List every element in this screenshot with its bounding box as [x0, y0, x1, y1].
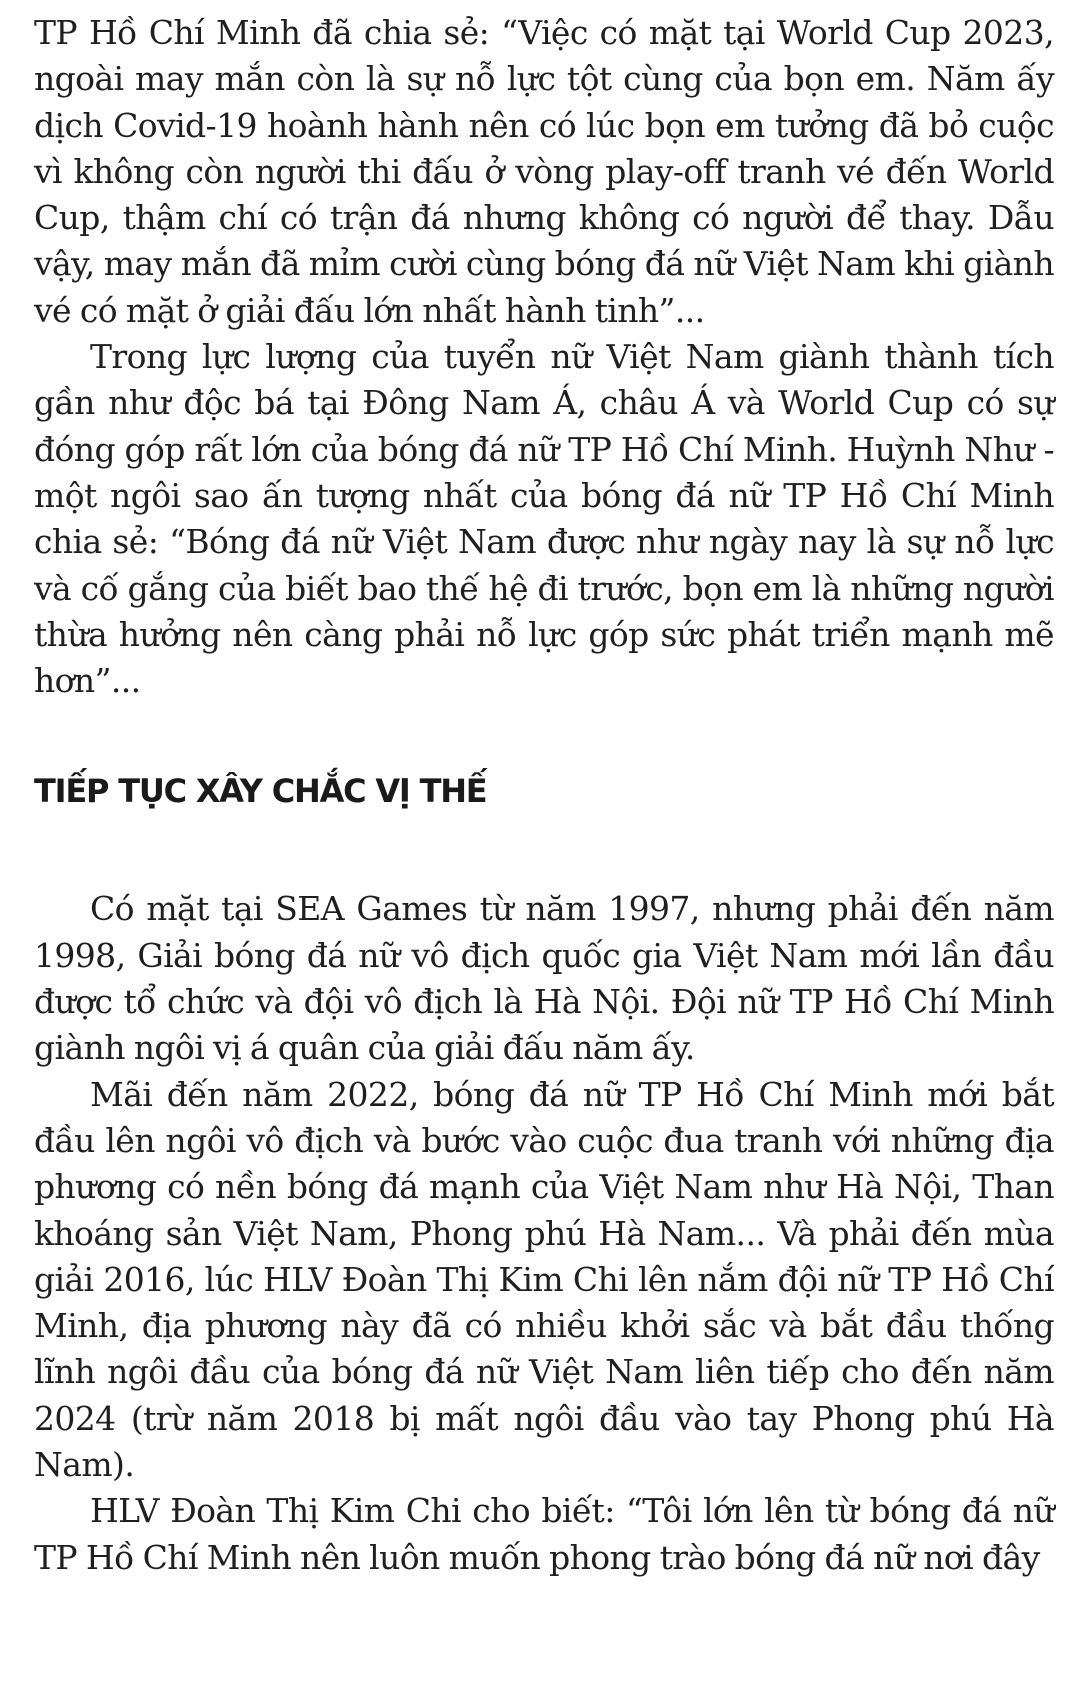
spacer [34, 704, 1054, 768]
article-paragraph: Trong lực lượng của tuyển nữ Việt Nam giành thành tích gần như độc bá tại Đông Nam Á, châu Á và World Cup có sự đóng góp rất lớn của bóng đá nữ TP Hồ Chí Minh. Huỳnh Như - một ngôi sao ấn tượng nhất của bóng đá nữ TP Hồ Chí Minh chia sẻ: “Bóng đá nữ Việt Nam được như ngày nay là sự nỗ lực và cố gắng của biết bao thế hệ đi trước, bọn em là những người thừa hưởng nên càng phải nỗ lực góp sức phát triển mạnh mẽ hơn”... [34, 337, 1054, 701]
article-page [34, 10, 1054, 1581]
article-paragraph: TP Hồ Chí Minh đã chia sẻ: “Việc có mặt tại World Cup 2023, ngoài may mắn còn là sự nỗ lực tột cùng của bọn em. Năm ấy dịch Covid-19 hoành hành nên có lúc bọn em tưởng đã bỏ cuộc vì không còn người thi đấu ở vòng play-off tranh vé đến World Cup, thậm chí có trận đá nhưng không có người để thay. Dẫu vậy, may mắn đã mỉm cười cùng bóng đá nữ Việt Nam khi giành vé có mặt ở giải đấu lớn nhất hành tinh”... [34, 13, 1054, 330]
article-paragraph: Mãi đến năm 2022, bóng đá nữ TP Hồ Chí Minh mới bắt đầu lên ngôi vô địch và bước vào cuộc đua tranh với những địa phương có nền bóng đá mạnh của Việt Nam như Hà Nội, Than khoáng sản Việt Nam, Phong phú Hà Nam... Và phải đến mùa giải 2016, lúc HLV Đoàn Thị Kim Chi lên nắm đội nữ TP Hồ Chí Minh, địa phương này đã có nhiều khởi sắc và bắt đầu thống lĩnh ngôi đầu của bóng đá nữ Việt Nam liên tiếp cho đến năm 2024 (trừ năm 2018 bị mất ngôi đầu vào tay Phong phú Hà Nam). [34, 1074, 1054, 1485]
article-paragraph: HLV Đoàn Thị Kim Chi cho biết: “Tôi lớn lên từ bóng đá nữ TP Hồ Chí Minh nên luôn muốn phong trào bóng đá nữ nơi đây [34, 1491, 1054, 1577]
section-heading: TIẾP TỤC XÂY CHẮC VỊ THẾ [34, 772, 487, 811]
spacer [34, 814, 1054, 886]
article-paragraph: Có mặt tại SEA Games từ năm 1997, nhưng phải đến năm 1998, Giải bóng đá nữ vô địch quốc gia Việt Nam mới lần đầu được tổ chức và đội vô địch là Hà Nội. Đội nữ TP Hồ Chí Minh giành ngôi vị á quân của giải đấu năm ấy. [34, 889, 1054, 1068]
